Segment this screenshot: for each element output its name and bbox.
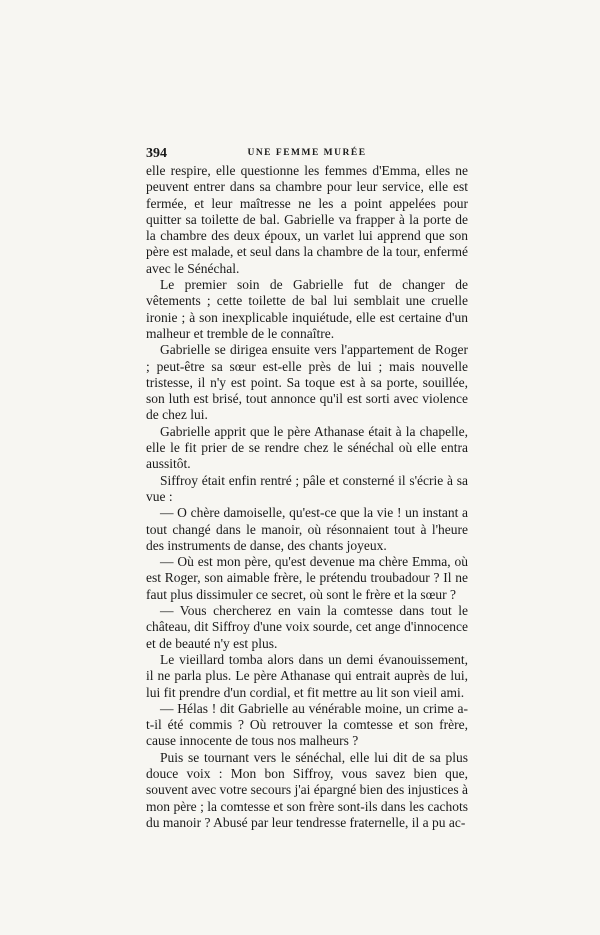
paragraph: Gabrielle apprit que le père Athanase était à la chapelle, elle le fit prier de se rendre chez le sénéchal où elle entra aussitôt.	[146, 423, 468, 472]
paragraph: Siffroy était enfin rentré ; pâle et consterné il s'écrie à sa vue :	[146, 472, 468, 504]
paragraph: Le vieillard tomba alors dans un demi évanouissement, il ne parla plus. Le père Athanase qui entrait auprès de lui, lui fit prendre d'un cordial, et fit mettre au lit son vieil ami.	[146, 651, 468, 700]
page-header	[146, 146, 468, 164]
paragraph: — Vous chercherez en vain la comtesse dans tout le château, dit Siffroy d'une voix sourde, cet ange d'innocence et de beauté n'y est plus.	[146, 603, 468, 651]
page-number: 394	[146, 146, 167, 161]
body-text	[146, 163, 468, 831]
paragraph: elle respire, elle questionne les femmes d'Emma, elles ne peuvent entrer dans sa chambre pour leur service, elle est fermée, et leur maîtresse ne les a point appelées pour quitter sa toilette de bal. Gabrielle va frapper à la porte de la chambre des deux époux, un varlet lui apprend que son père est malade, et seul dans la chambre de la tour, enfermé avec le Sénéchal.	[146, 163, 468, 276]
paragraph: Puis se tournant vers le sénéchal, elle lui dit de sa plus douce voix : Mon bon Siffroy, vous savez bien que, souvent avec votre secours j'ai épargné bien des injustices à mon père ; la comtesse et son frère sont-ils dans les cachots du manoir ? Abusé par leur tendresse fraternelle, il a pu ac-	[146, 749, 468, 830]
paragraph: — O chère damoiselle, qu'est-ce que la vie ! un instant a tout changé dans le manoir, où résonnaient tout à l'heure des instruments de danse, des chants joyeux.	[146, 505, 468, 553]
paragraph: — Hélas ! dit Gabrielle au vénérable moine, un crime a-t-il été commis ? Où retrouver la comtesse et son frère, cause innocente de tous nos malheurs ?	[146, 700, 468, 749]
paragraph: Gabrielle se dirigea ensuite vers l'appartement de Roger ; peut-être sa sœur est-elle près de lui ; mais nouvelle tristesse, il n'y est point. Sa toque est à sa porte, souillée, son luth est brisé, tout annonce qu'il est sorti avec violence de chez lui.	[146, 342, 468, 423]
paragraph: — Où est mon père, qu'est devenue ma chère Emma, où est Roger, son aimable frère, le prétendu troubadour ? Il ne faut plus dissimuler ce secret, où sont le frère et la sœur ?	[146, 554, 468, 602]
running-title: UNE FEMME MURÉE	[247, 148, 367, 158]
paragraph: Le premier soin de Gabrielle fut de changer de vêtements ; cette toilette de bal lui semblait une cruelle ironie ; à son inexplicable inquiétude, elle est certaine d'un malheur et tremble de le connaître.	[146, 277, 468, 341]
